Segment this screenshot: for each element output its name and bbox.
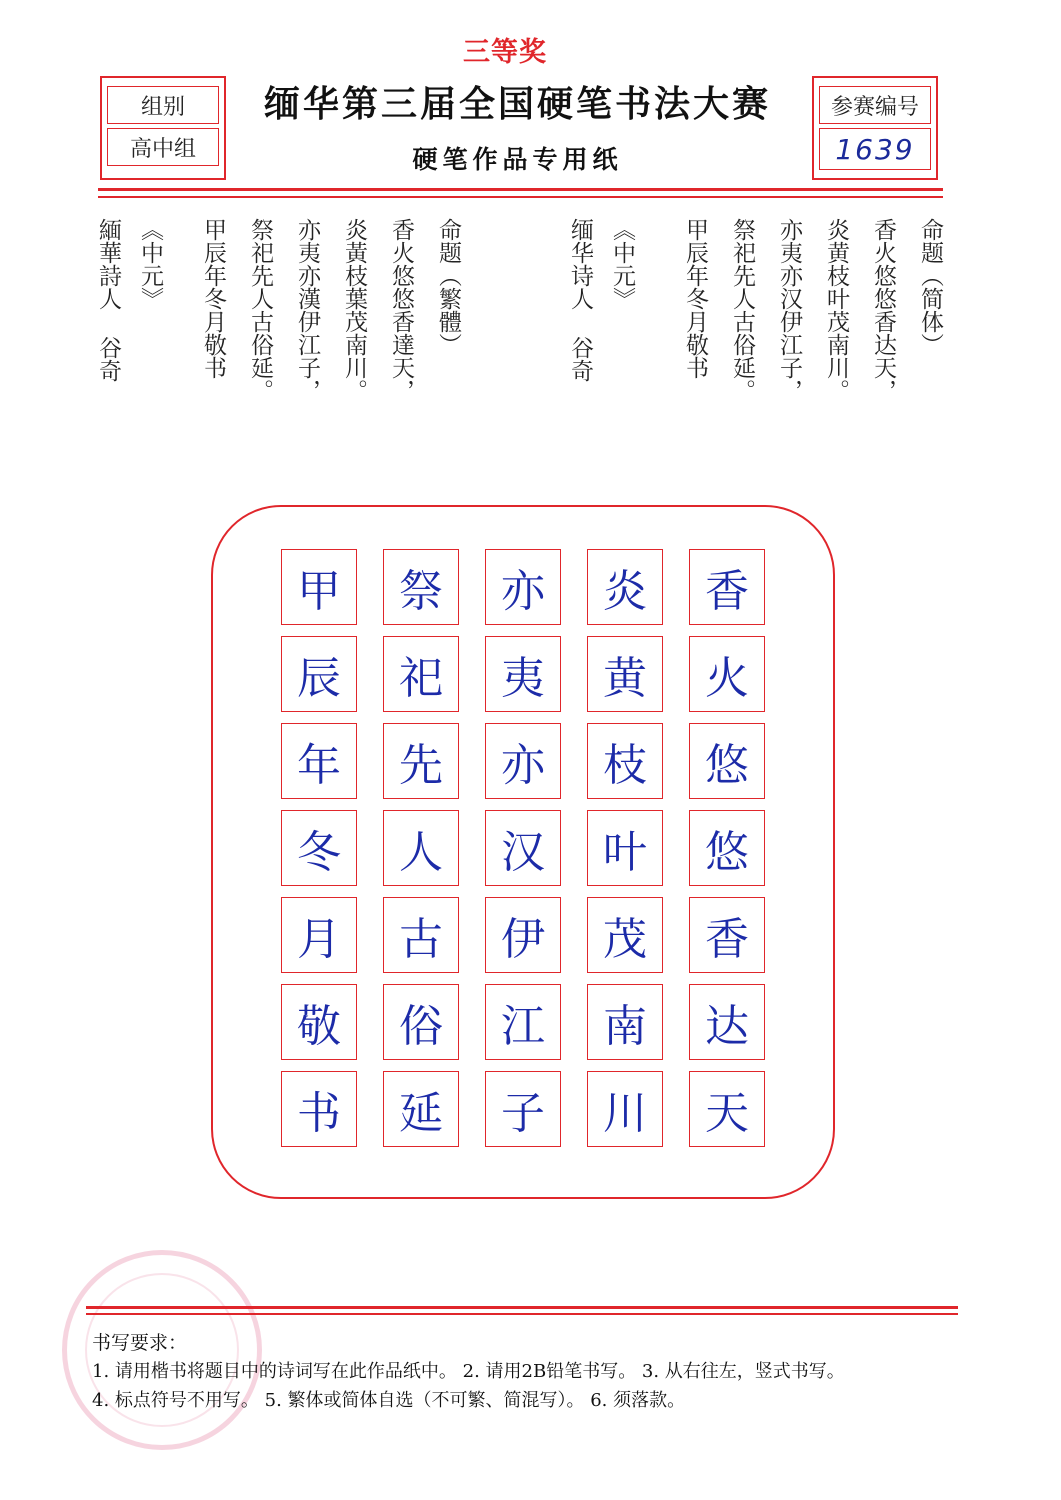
grid-cell: 叶	[587, 810, 663, 886]
prompt-traditional-heading: 命题（繁體）	[435, 218, 461, 356]
grid-cell: 辰	[281, 636, 357, 712]
grid-cell: 达	[689, 984, 765, 1060]
prompt-simplified-poem-title: 《中元》	[609, 218, 635, 310]
header-rule-thin	[98, 196, 943, 198]
prompt-simplified-line: 甲辰年冬月敬书	[682, 218, 708, 379]
prompt-simplified-line: 炎黄枝叶茂南川。	[823, 218, 849, 402]
page-title: 缅华第三届全国硬笔书法大赛	[263, 83, 771, 125]
grid-cell: 汉	[485, 810, 561, 886]
grid-cell: 俗	[383, 984, 459, 1060]
grid-cell: 黄	[587, 636, 663, 712]
grid-cell: 亦	[485, 723, 561, 799]
prompt-traditional-line: 香火悠悠香達天，	[388, 218, 414, 402]
prompt-simplified-line: 祭祀先人古俗延。	[729, 218, 755, 402]
grid-cell: 先	[383, 723, 459, 799]
grid-cell: 枝	[587, 723, 663, 799]
grid-cell: 香	[689, 897, 765, 973]
grid-cell: 火	[689, 636, 765, 712]
entry-number-box	[812, 76, 938, 180]
grid-cell: 年	[281, 723, 357, 799]
prompt-traditional-poem-title: 《中元》	[137, 218, 163, 310]
grid-cell: 古	[383, 897, 459, 973]
grid-cell: 悠	[689, 810, 765, 886]
group-value: 高中组	[107, 128, 219, 166]
grid-cell: 伊	[485, 897, 561, 973]
grid-cell: 亦	[485, 549, 561, 625]
grid-cell: 夷	[485, 636, 561, 712]
grid-cell: 炎	[587, 549, 663, 625]
requirements-line: 1. 请用楷书将题目中的诗词写在此作品纸中。 2. 请用2B铅笔书写。 3. 从右往左，竖式书写。	[92, 1361, 845, 1382]
requirements-heading: 书写要求：	[92, 1332, 188, 1354]
footer-rule-thick	[86, 1306, 958, 1309]
grid-cell: 冬	[281, 810, 357, 886]
grid-cell: 书	[281, 1071, 357, 1147]
entry-number-label: 参赛编号	[819, 86, 931, 124]
footer-rule-thin	[86, 1313, 958, 1315]
grid-cell: 祀	[383, 636, 459, 712]
prompt-simplified-line: 香火悠悠香达天，	[870, 218, 896, 402]
entry-number-value: 1639	[819, 128, 931, 170]
grid-cell: 江	[485, 984, 561, 1060]
prompt-simplified-line: 亦夷亦汉伊江子，	[776, 218, 802, 402]
prompt-traditional-line: 甲辰年冬月敬书	[200, 218, 226, 379]
page-subtitle: 硬笔作品专用纸	[412, 145, 623, 174]
grid-cell: 敬	[281, 984, 357, 1060]
award-label: 三等奖	[463, 37, 547, 68]
grid-cell: 川	[587, 1071, 663, 1147]
prompt-traditional-author: 緬華詩人 谷奇	[95, 218, 121, 382]
grid-cell: 月	[281, 897, 357, 973]
grid-cell: 子	[485, 1071, 561, 1147]
requirements-line: 4. 标点符号不用写。 5. 繁体或简体自选（不可繁、简混写）。 6. 须落款。	[92, 1390, 686, 1411]
group-label: 组别	[107, 86, 219, 124]
grid-cell: 悠	[689, 723, 765, 799]
prompt-simplified-author: 缅华诗人 谷奇	[567, 218, 593, 382]
prompt-simplified-heading: 命题（简体）	[917, 218, 943, 356]
grid-cell: 祭	[383, 549, 459, 625]
header-rule-thick	[98, 188, 943, 191]
prompt-traditional-line: 祭祀先人古俗延。	[247, 218, 273, 402]
grid-cell: 人	[383, 810, 459, 886]
grid-cell: 茂	[587, 897, 663, 973]
grid-cell: 天	[689, 1071, 765, 1147]
prompt-traditional-line: 炎黃枝葉茂南川。	[341, 218, 367, 402]
group-box	[100, 76, 226, 180]
grid-cell: 南	[587, 984, 663, 1060]
prompt-traditional-line: 亦夷亦漢伊江子，	[294, 218, 320, 402]
grid-cell: 香	[689, 549, 765, 625]
grid-cell: 延	[383, 1071, 459, 1147]
grid-cell: 甲	[281, 549, 357, 625]
